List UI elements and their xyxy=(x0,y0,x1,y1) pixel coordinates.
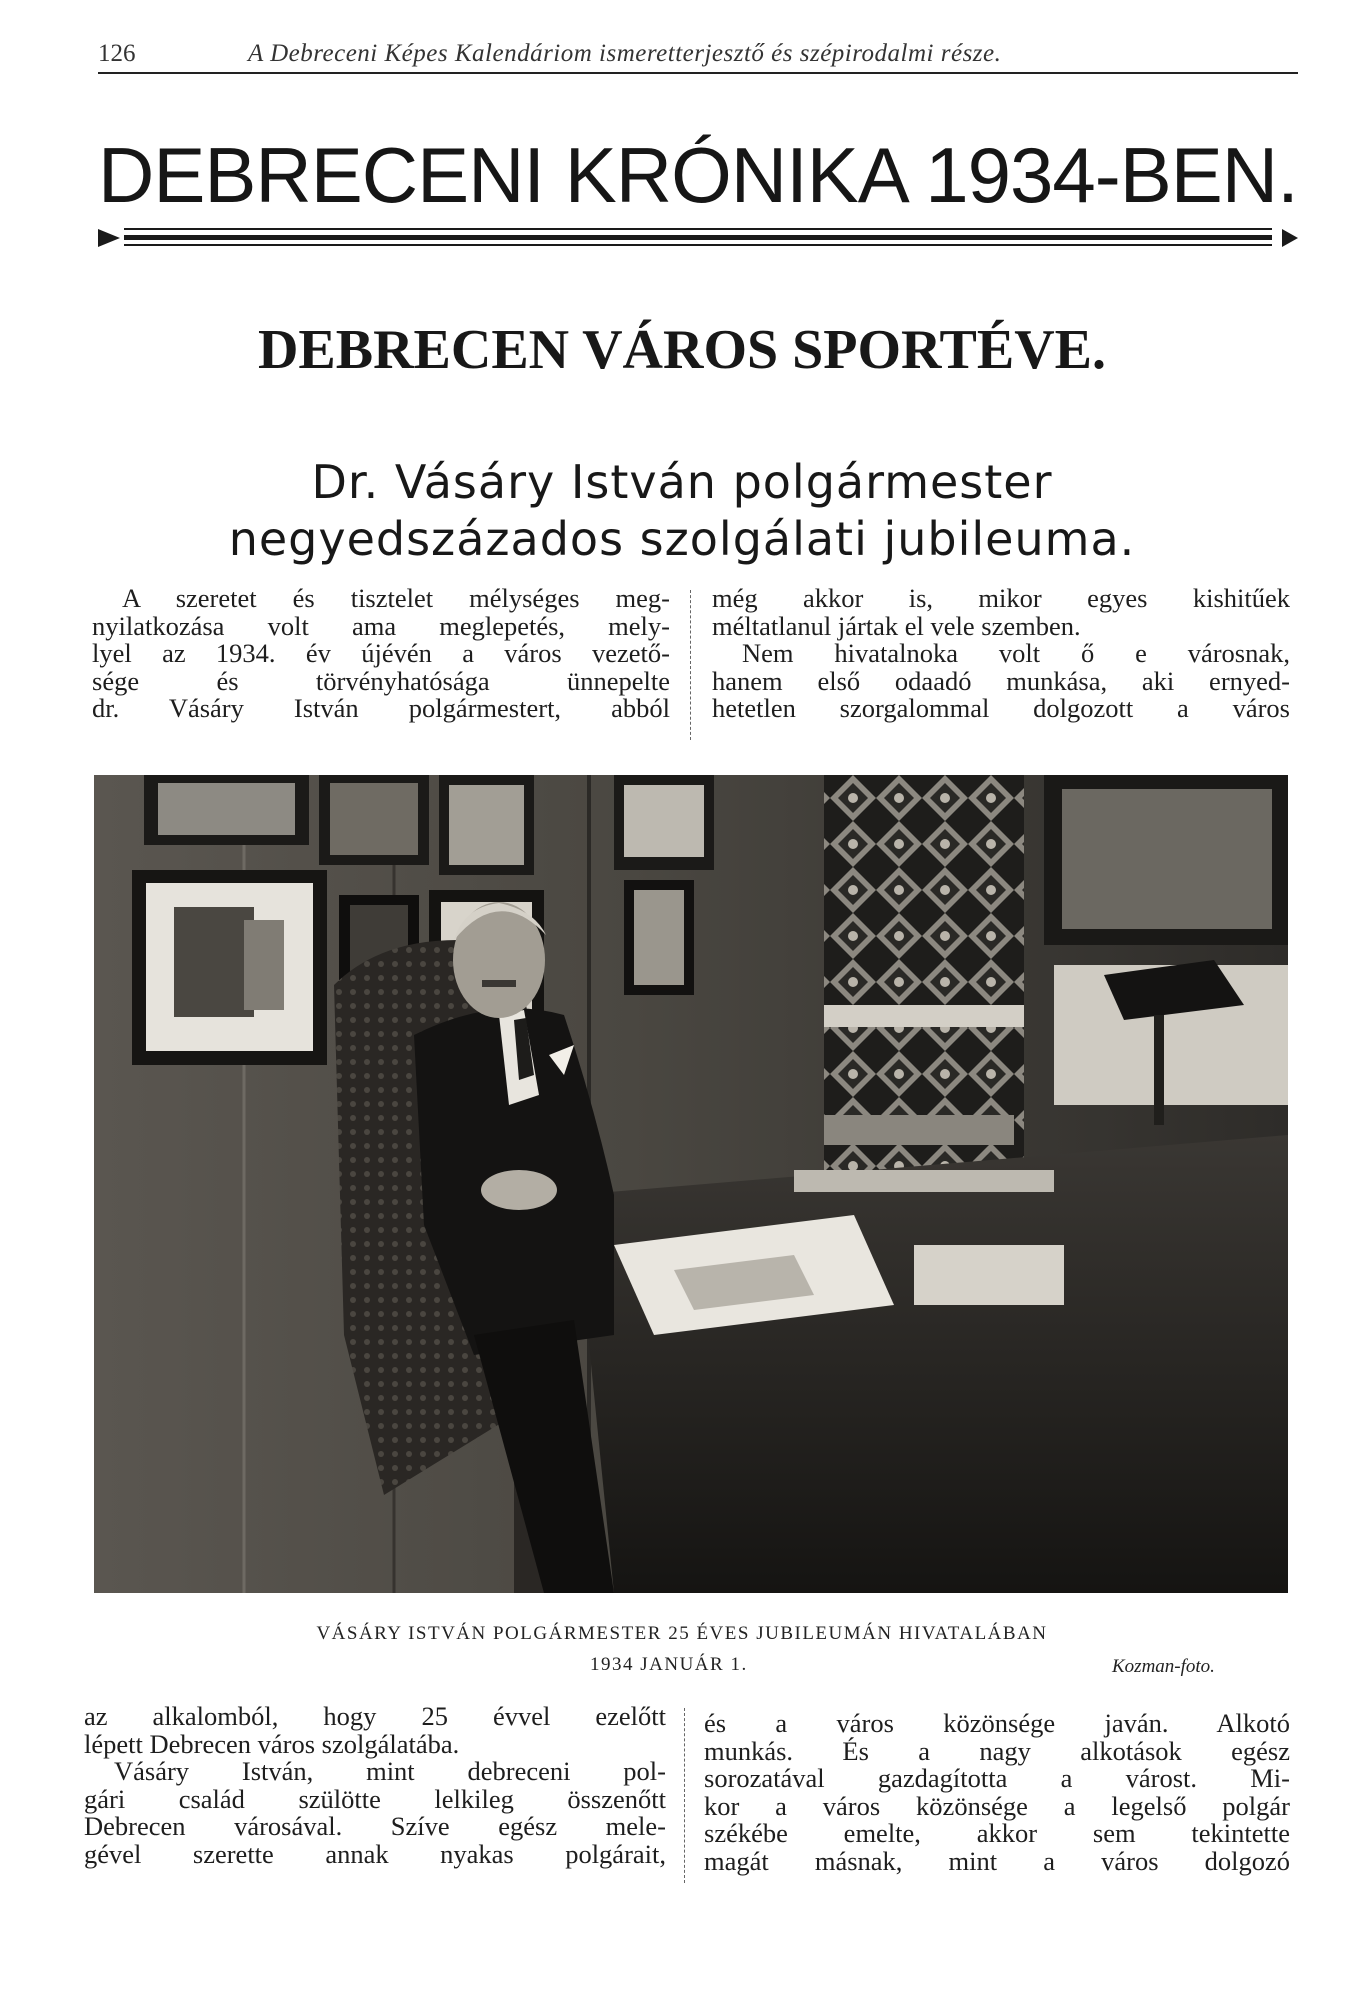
paragraph-line: dr. Vásáry István polgármestert, abból xyxy=(92,693,670,723)
page-number: 126 xyxy=(98,40,136,67)
double-rule-ornament xyxy=(98,228,1298,248)
photo-credit: Kozman-foto. xyxy=(1112,1656,1215,1677)
running-header xyxy=(98,38,1298,74)
photo-illustration xyxy=(94,775,1288,1593)
paragraph-line: lépett Debrecen város szolgálatába. xyxy=(84,1728,460,1759)
paragraph-line: hetetlen szorgalommal dolgozott a város xyxy=(712,693,1290,723)
top-left-column xyxy=(92,585,670,723)
arrow-right-icon xyxy=(1282,229,1298,247)
photo-caption: VÁSÁRY ISTVÁN POLGÁRMESTER 25 ÉVES JUBILEUMÁN HIVATALÁBAN xyxy=(316,1623,1048,1644)
running-title: A Debreceni Képes Kalendáriom ismeretterjesztő és szépirodalmi része. xyxy=(248,40,1002,67)
bottom-left-column xyxy=(84,1703,666,1868)
paragraph-line: székébe emelte, akkor sem tekintette xyxy=(704,1818,1290,1848)
bottom-right-column xyxy=(704,1710,1290,1875)
paragraph-line: Nem hivatalnoka volt ő e városnak, xyxy=(742,638,1290,668)
subtitle-line-1: Dr. Vásáry István polgármester xyxy=(311,455,1053,509)
paragraph-line: A szeretet és tisztelet mélységes meg- xyxy=(122,583,670,613)
paragraph-line: még akkor is, mikor egyes kishitűek xyxy=(712,583,1290,613)
paragraph-line: gével szerette annak nyakas polgárait, xyxy=(84,1838,666,1869)
paragraph-line: kor a város közönsége a legelső polgár xyxy=(704,1790,1290,1821)
paragraph-line: Debrecen városával. Szíve egész mele- xyxy=(84,1811,666,1841)
rule-line-bottom xyxy=(124,244,1272,246)
office-photograph xyxy=(94,775,1288,1593)
paragraph-line: méltatlanul jártak el vele szemben. xyxy=(712,610,1081,641)
paragraph-line: sége és törvényhatósága ünnepelte xyxy=(92,665,670,696)
paragraph-line: az alkalomból, hogy 25 évvel ezelőtt xyxy=(84,1701,666,1731)
paragraph-line: nyilatkozása volt ama meglepetés, mely- xyxy=(92,610,670,641)
column-divider-bottom xyxy=(684,1708,685,1883)
arrow-left-icon xyxy=(98,229,120,247)
photo-date: 1934 JANUÁR 1. xyxy=(590,1654,748,1675)
paragraph-line: magát másnak, mint a város dolgozó xyxy=(704,1845,1290,1876)
section-title: DEBRECEN VÁROS SPORTÉVE. xyxy=(257,319,1107,381)
paragraph-line: lyel az 1934. év újévén a város vezető- xyxy=(92,638,670,668)
main-title: DEBRECENI KRÓNIKA 1934-BEN. xyxy=(98,131,1298,219)
paragraph-line: és a város közönsége javán. Alkotó xyxy=(704,1708,1290,1738)
paragraph-line: Vásáry István, mint debreceni pol- xyxy=(114,1756,666,1786)
rule-line-thick xyxy=(124,235,1272,240)
paragraph-line: gári család szülötte lelkileg összenőtt xyxy=(84,1783,666,1814)
paragraph-line: sorozatával gazdagította a várost. Mi- xyxy=(704,1763,1290,1793)
paragraph-line: munkás. És a nagy alkotások egész xyxy=(704,1735,1290,1766)
rule-line-top xyxy=(124,228,1272,230)
column-divider-top xyxy=(690,590,691,740)
paragraph-line: hanem első odaadó munkása, aki ernyed- xyxy=(712,665,1290,696)
subtitle-line-2: negyedszázados szolgálati jubileuma. xyxy=(228,512,1136,566)
top-right-column xyxy=(712,585,1290,723)
